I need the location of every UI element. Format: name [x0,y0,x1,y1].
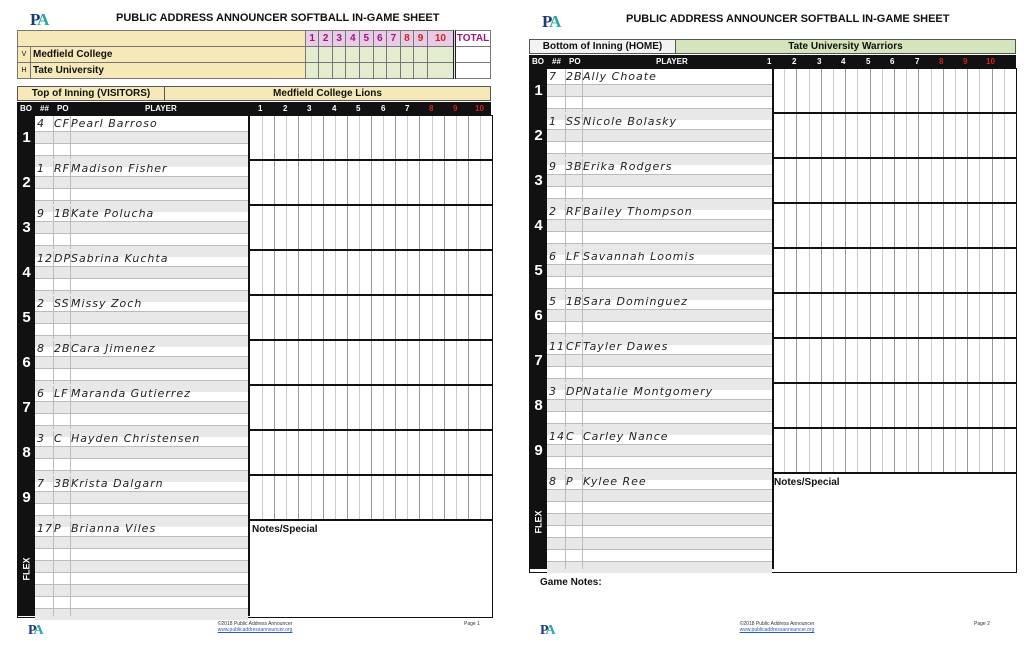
position: 3B [54,477,71,490]
lineup-slot [530,114,1016,159]
team-label: Tate University Warriors [676,40,1015,53]
lineup-slot [530,294,1016,339]
batting-order: 7 [530,339,547,382]
player-cell [35,251,250,294]
position: P [54,522,62,535]
player-cell [547,339,774,382]
player-name: Tayler Dawes [583,340,669,353]
column-header: BO ## PO PLAYER 1 2 3 4 5 6 7 8 9 10 [529,55,1016,68]
footer-link[interactable]: www.publicaddressannouncer.org [217,627,293,633]
player-name: Natalie Montgomery [583,385,714,398]
lineup-slot [530,429,1016,474]
pa-logo: PA [542,12,560,31]
pa-logo-footer: PA [540,623,554,638]
player-cell [35,161,250,204]
jersey-number: 9 [549,160,557,173]
player-name: Hayden Christensen [71,432,201,445]
inning-grid [250,341,492,384]
total-header: TOTAL [455,31,491,47]
position: CF [54,117,71,130]
position: P [566,475,574,488]
jersey-number: 5 [549,295,557,308]
player-name: Kylee Ree [583,475,647,488]
jersey-number: 1 [37,162,45,175]
position: SS [54,297,70,310]
team-label: Medfield College Lions [165,87,490,100]
player-cell [547,294,774,337]
batting-order: 1 [530,69,547,112]
player-cell [35,476,250,519]
inning-grid [772,114,1016,157]
batting-order: 4 [530,204,547,247]
jersey-number: 2 [37,297,45,310]
position: 2B [54,342,71,355]
player-cell [35,431,250,474]
position: CF [566,340,583,353]
inning-grid [250,296,492,339]
position: 3B [566,160,583,173]
player-name: Maranda Gutierrez [71,387,191,400]
batting-order: 7 [18,386,35,429]
batting-order: 9 [18,476,35,519]
page-2 [512,0,1024,663]
player-cell [35,386,250,429]
lineup-home [529,68,1017,573]
inning-grid [772,159,1016,202]
player-cell [547,114,774,157]
batting-order: 2 [18,161,35,204]
jersey-number: 7 [549,70,557,83]
page-number: Page 1 [464,621,480,627]
inning-grid [772,249,1016,292]
batting-order: 1 [18,116,35,159]
position: 2B [566,70,583,83]
position: 1B [566,295,583,308]
lineup-slot [530,384,1016,429]
lineup-slot-flex [18,521,492,616]
batting-order: 8 [530,384,547,427]
player-cell [547,159,774,202]
jersey-number: 8 [37,342,45,355]
inning-grid [250,386,492,429]
page-title: PUBLIC ADDRESS ANNOUNCER SOFTBALL IN-GAME SHEET [626,13,950,25]
jersey-number: 6 [549,250,557,263]
page-title: PUBLIC ADDRESS ANNOUNCER SOFTBALL IN-GAME SHEET [116,12,440,24]
notes-label: Notes/Special [774,477,840,488]
jersey-number: 1 [549,115,557,128]
inning-grid [772,339,1016,382]
lineup-slot [530,159,1016,204]
visitor-team: Medfield College [31,47,306,63]
lineup-slot [18,161,492,206]
inning-grid [250,161,492,204]
player-name: Kate Polucha [71,207,155,220]
batting-order: 5 [530,249,547,292]
player-cell [35,341,250,384]
player-name: Ally Choate [583,70,657,83]
batting-order: 2 [530,114,547,157]
player-cell [35,206,250,249]
pa-logo: PA [30,10,48,29]
position: RF [566,205,582,218]
player-name: Madison Fisher [71,162,168,175]
inning-grid [250,206,492,249]
jersey-number: 9 [37,207,45,220]
player-name: Krista Dalgarn [71,477,164,490]
position: SS [566,115,582,128]
batting-order: 5 [18,296,35,339]
player-name: Bailey Thompson [583,205,693,218]
jersey-number: 8 [549,475,557,488]
player-name: Erika Rodgers [583,160,673,173]
lineup-slot [18,206,492,251]
batting-order: 8 [18,431,35,474]
inning-grid [250,431,492,474]
player-cell [35,296,250,339]
inning-grid [772,204,1016,247]
jersey-number: 12 [37,252,53,265]
jersey-number: 7 [37,477,45,490]
lineup-slot [18,251,492,296]
line-score [17,30,491,79]
inning-grid [772,294,1016,337]
footer-link[interactable]: www.publicaddressannouncer.org [739,627,815,633]
batting-order: 4 [18,251,35,294]
player-cell [547,69,774,112]
jersey-number: 4 [37,117,45,130]
notes-area [772,474,1016,569]
home-team: Tate University [31,63,306,79]
jersey-number: 11 [549,340,565,353]
player-name: Brianna Viles [71,522,157,535]
position: C [566,430,575,443]
inning-grid [250,116,492,159]
notes-label: Notes/Special [252,524,318,535]
section-bar [529,39,1016,54]
lineup-slot [18,476,492,521]
line-score-header: 1 2 3 4 5 6 7 8 9 10 TOTAL [18,31,491,47]
pa-logo-footer: PA [28,623,42,638]
inning-grid [772,384,1016,427]
jersey-number: 3 [549,385,557,398]
player-name: Missy Zoch [71,297,143,310]
jersey-number: 6 [37,387,45,400]
player-name: Carley Nance [583,430,669,443]
lineup-visitors [17,115,493,618]
lineup-slot [18,386,492,431]
inning-grid [250,251,492,294]
player-cell [35,116,250,159]
section-label: Bottom of Inning (HOME) [530,40,676,53]
inning-grid [772,69,1016,112]
batting-order: 9 [530,429,547,472]
batting-order: 3 [18,206,35,249]
player-name: Cara Jimenez [71,342,156,355]
position: C [54,432,63,445]
section-label: Top of Inning (VISITORS) [18,87,165,100]
player-cell [547,204,774,247]
visitor-row: V Medfield College [18,47,491,63]
player-cell [547,474,774,569]
jersey-number: 17 [37,522,53,535]
batting-order: 6 [18,341,35,384]
batting-order: 6 [530,294,547,337]
player-name: Nicole Bolasky [583,115,678,128]
section-bar [17,86,491,101]
player-cell [547,384,774,427]
lineup-slot [530,249,1016,294]
player-cell [547,429,774,472]
notes-area [250,521,492,616]
lineup-slot-flex [530,474,1016,569]
player-cell [35,521,250,616]
game-notes-label: Game Notes: [540,577,602,588]
inning-grid [250,476,492,519]
position: DP [566,385,584,398]
footer: ©2018 Public Address Announcer www.publicaddressannouncer.org [712,621,842,633]
page-number: Page 2 [974,621,990,627]
player-name: Sabrina Kuchta [71,252,169,265]
column-header: BO ## PO PLAYER 1 2 3 4 5 6 7 8 9 10 [17,102,491,115]
batting-order: FLEX [530,474,547,569]
player-cell [547,249,774,292]
player-name: Sara Dominguez [583,295,688,308]
batting-order: FLEX [18,521,35,616]
position: RF [54,162,70,175]
position: LF [566,250,581,263]
inning-grid [772,429,1016,472]
lineup-slot [530,339,1016,384]
jersey-number: 3 [37,432,45,445]
position: DP [54,252,72,265]
position: LF [54,387,69,400]
jersey-number: 14 [549,430,565,443]
lineup-slot [530,69,1016,114]
batting-order: 3 [530,159,547,202]
player-name: Pearl Barroso [71,117,158,130]
lineup-slot [18,431,492,476]
lineup-slot [18,116,492,161]
player-name: Savannah Loomis [583,250,696,263]
lineup-slot [18,296,492,341]
home-row: H Tate University [18,63,491,79]
lineup-slot [18,341,492,386]
lineup-slot [530,204,1016,249]
jersey-number: 2 [549,205,557,218]
position: 1B [54,207,71,220]
footer: ©2018 Public Address Announcer www.publicaddressannouncer.org [190,621,320,633]
